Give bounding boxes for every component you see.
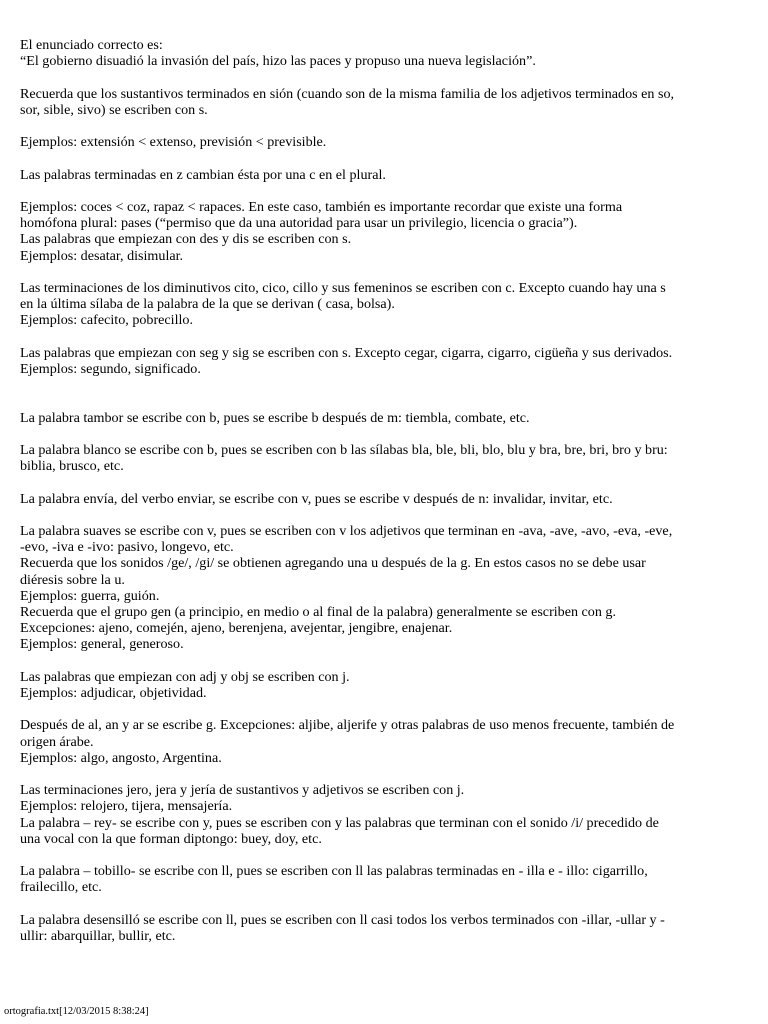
text-line: una vocal con la que forman diptongo: buey, doy, etc. (20, 830, 322, 847)
text-line: Recuerda que el grupo gen (a principio, en medio o al final de la palabra) generalmente se escriben con g. (20, 603, 616, 620)
paragraph-sion-examples (20, 134, 750, 150)
paragraph-tambor-rule (20, 410, 750, 426)
text-line: “El gobierno disuadió la invasión del país, hizo las paces y propuso una nueva legislación”. (20, 53, 536, 70)
paragraph-correct-statement (20, 37, 750, 69)
paragraph-tobillo-rule (20, 863, 750, 895)
text-line: Las terminaciones jero, jera y jería de sustantivos y adjetivos se escriben con j. (20, 782, 465, 799)
text-line: Ejemplos: algo, angosto, Argentina. (20, 749, 222, 766)
text-line: Las palabras que empiezan con seg y sig se escriben con s. Excepto cegar, cigarra, cigarro, cigüeña y sus derivados. (20, 344, 673, 361)
text-line: origen árabe. (20, 733, 94, 750)
text-line: La palabra – tobillo- se escribe con ll, pues se escriben con ll las palabras terminadas en - illa e - illo: cigarrillo, (20, 863, 648, 880)
paragraph-diminutives-rule (20, 280, 750, 329)
text-line: Después de al, an y ar se escribe g. Excepciones: aljibe, aljerife y otras palabras de uso menos frecuente, también de (20, 717, 675, 734)
paragraph-z-plural-examples (20, 199, 750, 264)
text-line: Las palabras terminadas en z cambian ésta por una c en el plural. (20, 166, 386, 183)
text-line: Ejemplos: relojero, tijera, mensajería. (20, 798, 233, 815)
paragraph-desensillo-rule (20, 912, 750, 944)
text-line: Ejemplos: coces < coz, rapaz < rapaces. En este caso, también es importante recordar que existe una forma (20, 198, 623, 215)
text-line: La palabra envía, del verbo enviar, se escribe con v, pues se escribe v después de n: invalidar, invitar, etc. (20, 490, 613, 507)
text-line: Las palabras que empiezan con adj y obj se escriben con j. (20, 668, 350, 685)
text-line: frailecillo, etc. (20, 879, 102, 896)
paragraph-seg-sig-rule (20, 345, 750, 377)
text-line: Ejemplos: general, generoso. (20, 636, 184, 653)
text-line: Ejemplos: cafecito, pobrecillo. (20, 312, 193, 329)
paragraph-z-plural-rule (20, 167, 750, 183)
text-line: -evo, -iva e -ivo: pasivo, longevo, etc. (20, 539, 234, 556)
text-line: ullir: abarquillar, bullir, etc. (20, 927, 176, 944)
text-line: biblia, brusco, etc. (20, 458, 124, 475)
text-line: El enunciado correcto es: (20, 37, 163, 53)
text-line: en la última sílaba de la palabra de la que se derivan ( casa, bolsa). (20, 296, 395, 313)
paragraph-sion-rule (20, 86, 750, 118)
text-line: La palabra suaves se escribe con v, pues se escriben con v los adjetivos que terminan en -ava, -ave, -avo, -eva, -eve, (20, 522, 673, 539)
text-line: La palabra desensilló se escribe con ll, pues se escriben con ll casi todos los verbos terminados con -illar, -ullar y - (20, 911, 665, 928)
paragraph-jero-jera-rule (20, 782, 750, 847)
page-footer: ortografia.txt[12/03/2015 8:38:24] (4, 1006, 149, 1017)
paragraph-envia-rule (20, 491, 750, 507)
text-line: diéresis sobre la u. (20, 571, 125, 588)
text-line: La palabra tambor se escribe con b, pues se escribe b después de m: tiembla, combate, etc. (20, 409, 530, 426)
text-line: Ejemplos: segundo, significado. (20, 360, 201, 377)
text-line: sor, sible, sivo) se escriben con s. (20, 101, 208, 118)
paragraph-blanco-rule (20, 442, 750, 474)
paragraph-suaves-rule (20, 523, 750, 653)
document-body (20, 37, 750, 944)
text-line: homófona plural: pases (“permiso que da una autoridad para usar un privilegio, licencia o gracia”). (20, 215, 578, 232)
text-line: Recuerda que los sustantivos terminados en sión (cuando son de la misma familia de los adjetivos terminados en so, (20, 85, 675, 102)
text-line: Recuerda que los sonidos /ge/, /gi/ se obtienen agregando una u después de la g. En estos casos no se debe usar (20, 555, 646, 572)
text-line: Ejemplos: adjudicar, objetividad. (20, 684, 207, 701)
text-line: La palabra blanco se escribe con b, pues se escriben con b las sílabas bla, ble, bli, blo, blu y bra, bre, bri, bro y bru: (20, 441, 668, 458)
paragraph-adj-obj-rule (20, 669, 750, 701)
text-line: Excepciones: ajeno, comején, ajeno, berenjena, avejentar, jengibre, enajenar. (20, 620, 453, 637)
text-line: Las palabras que empiezan con des y dis se escriben con s. (20, 231, 352, 248)
text-line: Ejemplos: extensión < extenso, previsión < previsible. (20, 134, 327, 151)
text-line: Las terminaciones de los diminutivos cito, cico, cillo y sus femeninos se escriben con c. Excepto cuando hay una s (20, 279, 666, 296)
text-line: Ejemplos: guerra, guión. (20, 587, 160, 604)
text-line: Ejemplos: desatar, disimular. (20, 247, 184, 264)
text-line: La palabra – rey- se escribe con y, pues se escriben con y las palabras que terminan con el sonido /i/ precedido de (20, 814, 659, 831)
paragraph-al-an-ar-rule (20, 717, 750, 766)
